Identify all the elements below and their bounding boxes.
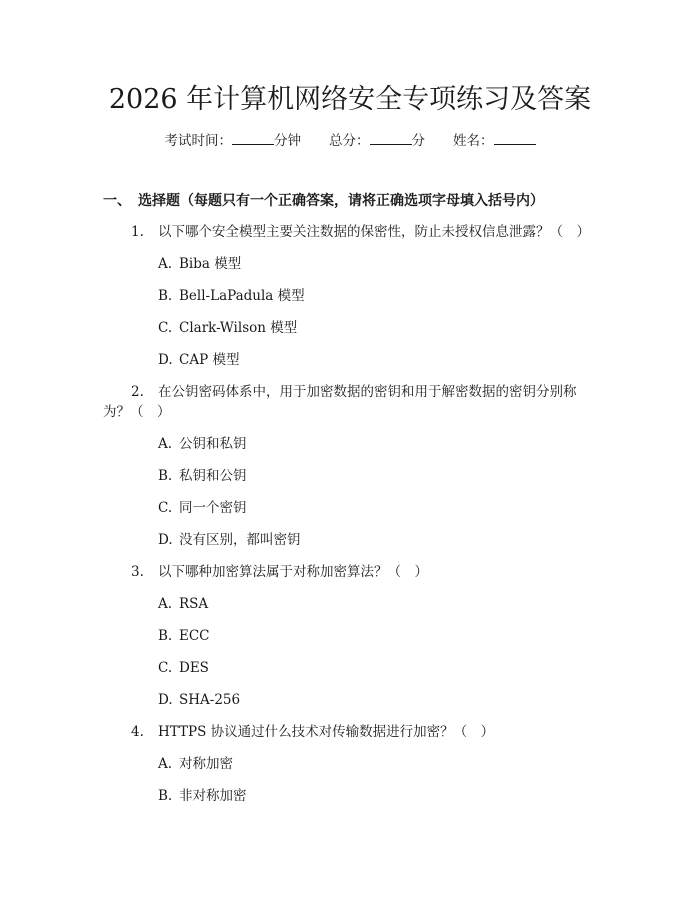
name-label: 姓名： (453, 133, 494, 149)
option-1a (158, 253, 241, 275)
option-letter: C. (158, 500, 173, 516)
exam-meta-line (0, 130, 700, 152)
question-text: HTTPS 协议通过什么技术对传输数据进行加密？（ ） (158, 724, 495, 740)
option-1b (158, 285, 305, 307)
option-letter: B. (158, 288, 173, 304)
option-3d (158, 689, 240, 711)
time-label: 考试时间： (164, 133, 232, 149)
name-blank (494, 130, 536, 145)
question-number: 1. (131, 224, 144, 240)
time-blank (232, 130, 274, 145)
section-heading (103, 190, 544, 212)
question-4 (131, 721, 494, 743)
option-text: 没有区别，都叫密钥 (179, 532, 301, 548)
question-number: 2. (131, 384, 144, 400)
question-number: 3. (131, 564, 144, 580)
question-3 (131, 561, 428, 583)
option-letter: A. (158, 756, 173, 772)
option-4b (158, 785, 247, 807)
score-blank (370, 130, 412, 145)
option-3a (158, 593, 208, 615)
option-text: 公钥和私钥 (179, 436, 247, 452)
option-text: SHA-256 (179, 692, 241, 708)
option-1d (158, 349, 239, 371)
option-text: Biba 模型 (179, 256, 242, 272)
question-text: 在公钥密码体系中，用于加密数据的密钥和用于解密数据的密钥分别称 (158, 384, 577, 400)
option-text: 对称加密 (179, 756, 233, 772)
option-text: 私钥和公钥 (179, 468, 247, 484)
score-label: 总分： (329, 133, 370, 149)
option-text: 非对称加密 (179, 788, 247, 804)
option-text: DES (179, 660, 209, 676)
option-letter: D. (158, 532, 173, 548)
option-letter: A. (158, 256, 173, 272)
option-4a (158, 753, 233, 775)
option-3c (158, 657, 209, 679)
question-text: 以下哪个安全模型主要关注数据的保密性，防止未授权信息泄露？（ ） (158, 224, 590, 240)
option-3b (158, 625, 210, 647)
question-text: 以下哪种加密算法属于对称加密算法？（ ） (158, 564, 428, 580)
option-text: 同一个密钥 (179, 500, 247, 516)
document-title: 2026 年计算机网络安全专项练习及答案 (108, 84, 592, 115)
option-2a (158, 433, 247, 455)
time-unit: 分钟 (274, 133, 301, 149)
question-2 (131, 381, 577, 403)
question-text-continued: 为？（ ） (103, 404, 171, 420)
option-text: Bell-LaPadula 模型 (179, 288, 305, 304)
option-letter: A. (158, 596, 173, 612)
option-letter: B. (158, 468, 173, 484)
question-2-continued (103, 401, 171, 423)
option-letter: D. (158, 692, 173, 708)
section-title: 选择题（每题只有一个正确答案，请将正确选项字母填入括号内） (138, 193, 544, 209)
option-text: ECC (179, 628, 210, 644)
option-text: Clark-Wilson 模型 (179, 320, 298, 336)
section-number: 一、 (103, 193, 131, 209)
question-1 (131, 221, 590, 243)
option-2b (158, 465, 247, 487)
option-letter: B. (158, 628, 173, 644)
option-text: CAP 模型 (179, 352, 240, 368)
option-2d (158, 529, 301, 551)
option-letter: B. (158, 788, 173, 804)
option-text: RSA (179, 596, 209, 612)
score-unit: 分 (411, 133, 425, 149)
option-letter: C. (158, 660, 173, 676)
question-number: 4. (131, 724, 144, 740)
option-2c (158, 497, 247, 519)
option-letter: D. (158, 352, 173, 368)
option-letter: A. (158, 436, 173, 452)
option-1c (158, 317, 297, 339)
option-letter: C. (158, 320, 173, 336)
